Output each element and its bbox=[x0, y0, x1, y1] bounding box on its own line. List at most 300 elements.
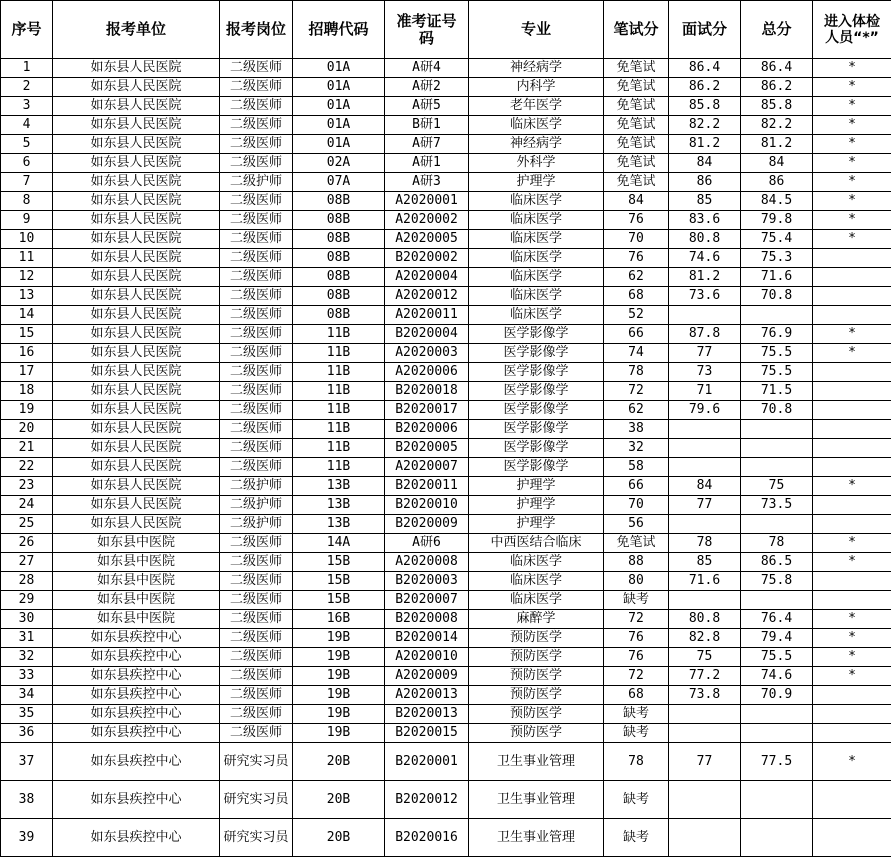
cell-index: 31 bbox=[1, 629, 53, 648]
cell-unit: 如东县人民医院 bbox=[53, 458, 220, 477]
cell-major: 医学影像学 bbox=[469, 325, 604, 344]
table-row bbox=[1, 268, 891, 287]
cell-written-score: 88 bbox=[604, 553, 669, 572]
cell-index: 6 bbox=[1, 154, 53, 173]
cell-total-score bbox=[741, 458, 813, 477]
table-row bbox=[1, 325, 891, 344]
cell-interview-score: 82.2 bbox=[669, 116, 741, 135]
cell-major: 医学影像学 bbox=[469, 439, 604, 458]
cell-recruit-code: 11B bbox=[293, 363, 385, 382]
cell-major: 护理学 bbox=[469, 173, 604, 192]
cell-index: 39 bbox=[1, 819, 53, 857]
cell-written-score: 76 bbox=[604, 211, 669, 230]
cell-written-score: 76 bbox=[604, 629, 669, 648]
table-row bbox=[1, 401, 891, 420]
cell-ticket-number: B2020002 bbox=[385, 249, 469, 268]
table-row bbox=[1, 496, 891, 515]
cell-written-score: 70 bbox=[604, 496, 669, 515]
cell-written-score: 缺考 bbox=[604, 591, 669, 610]
cell-written-score: 72 bbox=[604, 382, 669, 401]
cell-position: 二级医师 bbox=[220, 363, 293, 382]
table-row bbox=[1, 439, 891, 458]
header-position: 报考岗位 bbox=[220, 1, 293, 59]
cell-interview-score: 77 bbox=[669, 743, 741, 781]
cell-major: 临床医学 bbox=[469, 230, 604, 249]
cell-index: 21 bbox=[1, 439, 53, 458]
header-interview-score: 面试分 bbox=[669, 1, 741, 59]
cell-position: 二级医师 bbox=[220, 344, 293, 363]
cell-position: 二级护师 bbox=[220, 496, 293, 515]
cell-index: 3 bbox=[1, 97, 53, 116]
cell-index: 32 bbox=[1, 648, 53, 667]
cell-interview-score: 85.8 bbox=[669, 97, 741, 116]
header-major: 专业 bbox=[469, 1, 604, 59]
cell-total-score: 70.9 bbox=[741, 686, 813, 705]
cell-index: 22 bbox=[1, 458, 53, 477]
cell-major: 医学影像学 bbox=[469, 344, 604, 363]
cell-major: 临床医学 bbox=[469, 287, 604, 306]
cell-major: 预防医学 bbox=[469, 724, 604, 743]
header-recruit-code: 招聘代码 bbox=[293, 1, 385, 59]
cell-index: 28 bbox=[1, 572, 53, 591]
table-row bbox=[1, 819, 891, 857]
cell-major: 护理学 bbox=[469, 496, 604, 515]
table-row bbox=[1, 192, 891, 211]
cell-physical-exam: * bbox=[813, 173, 891, 192]
cell-major: 临床医学 bbox=[469, 591, 604, 610]
cell-interview-score: 80.8 bbox=[669, 230, 741, 249]
cell-unit: 如东县中医院 bbox=[53, 553, 220, 572]
cell-ticket-number: B2020006 bbox=[385, 420, 469, 439]
cell-total-score: 75.3 bbox=[741, 249, 813, 268]
cell-major: 护理学 bbox=[469, 515, 604, 534]
cell-recruit-code: 02A bbox=[293, 154, 385, 173]
cell-major: 中西医结合临床 bbox=[469, 534, 604, 553]
cell-physical-exam bbox=[813, 496, 891, 515]
cell-ticket-number: A2020010 bbox=[385, 648, 469, 667]
cell-physical-exam bbox=[813, 781, 891, 819]
cell-position: 二级医师 bbox=[220, 211, 293, 230]
cell-interview-score: 81.2 bbox=[669, 135, 741, 154]
cell-total-score bbox=[741, 306, 813, 325]
cell-total-score bbox=[741, 439, 813, 458]
cell-ticket-number: B2020010 bbox=[385, 496, 469, 515]
cell-interview-score bbox=[669, 781, 741, 819]
cell-recruit-code: 20B bbox=[293, 781, 385, 819]
cell-written-score: 缺考 bbox=[604, 781, 669, 819]
cell-position: 二级医师 bbox=[220, 116, 293, 135]
table-row bbox=[1, 173, 891, 192]
cell-position: 二级医师 bbox=[220, 306, 293, 325]
cell-index: 18 bbox=[1, 382, 53, 401]
cell-index: 33 bbox=[1, 667, 53, 686]
cell-major: 卫生事业管理 bbox=[469, 819, 604, 857]
cell-position: 二级医师 bbox=[220, 420, 293, 439]
table-row bbox=[1, 610, 891, 629]
cell-physical-exam bbox=[813, 572, 891, 591]
cell-index: 25 bbox=[1, 515, 53, 534]
cell-index: 2 bbox=[1, 78, 53, 97]
table-row bbox=[1, 591, 891, 610]
cell-unit: 如东县人民医院 bbox=[53, 363, 220, 382]
cell-index: 29 bbox=[1, 591, 53, 610]
cell-position: 二级医师 bbox=[220, 439, 293, 458]
cell-recruit-code: 08B bbox=[293, 230, 385, 249]
cell-ticket-number: A研5 bbox=[385, 97, 469, 116]
table-row bbox=[1, 458, 891, 477]
cell-unit: 如东县疾控中心 bbox=[53, 819, 220, 857]
cell-index: 30 bbox=[1, 610, 53, 629]
cell-total-score: 84.5 bbox=[741, 192, 813, 211]
cell-ticket-number: B2020018 bbox=[385, 382, 469, 401]
cell-ticket-number: A研4 bbox=[385, 59, 469, 78]
cell-interview-score: 85 bbox=[669, 553, 741, 572]
cell-written-score: 56 bbox=[604, 515, 669, 534]
cell-written-score: 78 bbox=[604, 743, 669, 781]
cell-unit: 如东县人民医院 bbox=[53, 230, 220, 249]
cell-written-score: 52 bbox=[604, 306, 669, 325]
cell-position: 二级医师 bbox=[220, 724, 293, 743]
cell-ticket-number: B2020014 bbox=[385, 629, 469, 648]
cell-interview-score: 83.6 bbox=[669, 211, 741, 230]
cell-interview-score: 81.2 bbox=[669, 268, 741, 287]
cell-total-score: 75 bbox=[741, 477, 813, 496]
cell-total-score: 78 bbox=[741, 534, 813, 553]
cell-physical-exam bbox=[813, 306, 891, 325]
cell-ticket-number: B2020001 bbox=[385, 743, 469, 781]
cell-total-score: 86.2 bbox=[741, 78, 813, 97]
cell-written-score: 38 bbox=[604, 420, 669, 439]
cell-recruit-code: 19B bbox=[293, 648, 385, 667]
cell-written-score: 免笔试 bbox=[604, 59, 669, 78]
cell-written-score: 72 bbox=[604, 610, 669, 629]
cell-total-score: 75.8 bbox=[741, 572, 813, 591]
cell-position: 二级医师 bbox=[220, 135, 293, 154]
cell-interview-score bbox=[669, 819, 741, 857]
cell-unit: 如东县人民医院 bbox=[53, 477, 220, 496]
cell-written-score: 58 bbox=[604, 458, 669, 477]
cell-major: 预防医学 bbox=[469, 648, 604, 667]
cell-written-score: 免笔试 bbox=[604, 78, 669, 97]
cell-written-score: 68 bbox=[604, 287, 669, 306]
cell-total-score: 75.4 bbox=[741, 230, 813, 249]
cell-ticket-number: A2020011 bbox=[385, 306, 469, 325]
cell-unit: 如东县中医院 bbox=[53, 534, 220, 553]
cell-physical-exam: * bbox=[813, 59, 891, 78]
cell-position: 研究实习员 bbox=[220, 781, 293, 819]
cell-physical-exam: * bbox=[813, 667, 891, 686]
cell-index: 1 bbox=[1, 59, 53, 78]
cell-unit: 如东县人民医院 bbox=[53, 192, 220, 211]
cell-major: 护理学 bbox=[469, 477, 604, 496]
cell-index: 13 bbox=[1, 287, 53, 306]
cell-physical-exam: * bbox=[813, 629, 891, 648]
cell-interview-score: 77 bbox=[669, 344, 741, 363]
cell-position: 二级医师 bbox=[220, 192, 293, 211]
cell-total-score: 79.8 bbox=[741, 211, 813, 230]
table-row bbox=[1, 705, 891, 724]
cell-written-score: 66 bbox=[604, 325, 669, 344]
cell-recruit-code: 01A bbox=[293, 116, 385, 135]
cell-major: 临床医学 bbox=[469, 268, 604, 287]
cell-interview-score: 71 bbox=[669, 382, 741, 401]
cell-major: 老年医学 bbox=[469, 97, 604, 116]
cell-physical-exam bbox=[813, 401, 891, 420]
cell-recruit-code: 11B bbox=[293, 458, 385, 477]
cell-physical-exam: * bbox=[813, 97, 891, 116]
cell-interview-score: 73.6 bbox=[669, 287, 741, 306]
cell-recruit-code: 11B bbox=[293, 420, 385, 439]
cell-ticket-number: B2020003 bbox=[385, 572, 469, 591]
header-row bbox=[1, 1, 891, 59]
table-row bbox=[1, 648, 891, 667]
cell-position: 二级医师 bbox=[220, 382, 293, 401]
cell-interview-score: 84 bbox=[669, 477, 741, 496]
cell-major: 神经病学 bbox=[469, 59, 604, 78]
cell-ticket-number: B研1 bbox=[385, 116, 469, 135]
cell-index: 14 bbox=[1, 306, 53, 325]
cell-interview-score bbox=[669, 420, 741, 439]
cell-physical-exam: * bbox=[813, 230, 891, 249]
header-ticket-number: 准考证号码 bbox=[385, 1, 469, 59]
cell-index: 8 bbox=[1, 192, 53, 211]
cell-position: 二级医师 bbox=[220, 667, 293, 686]
cell-recruit-code: 07A bbox=[293, 173, 385, 192]
cell-physical-exam: * bbox=[813, 743, 891, 781]
cell-ticket-number: A2020002 bbox=[385, 211, 469, 230]
cell-major: 临床医学 bbox=[469, 249, 604, 268]
cell-written-score: 免笔试 bbox=[604, 135, 669, 154]
table-row bbox=[1, 572, 891, 591]
cell-physical-exam: * bbox=[813, 192, 891, 211]
cell-index: 12 bbox=[1, 268, 53, 287]
cell-major: 临床医学 bbox=[469, 116, 604, 135]
cell-ticket-number: A2020009 bbox=[385, 667, 469, 686]
cell-total-score: 75.5 bbox=[741, 648, 813, 667]
cell-ticket-number: A2020006 bbox=[385, 363, 469, 382]
cell-ticket-number: A研3 bbox=[385, 173, 469, 192]
cell-recruit-code: 08B bbox=[293, 268, 385, 287]
cell-interview-score: 75 bbox=[669, 648, 741, 667]
cell-total-score: 71.6 bbox=[741, 268, 813, 287]
cell-physical-exam bbox=[813, 420, 891, 439]
cell-index: 27 bbox=[1, 553, 53, 572]
cell-major: 医学影像学 bbox=[469, 458, 604, 477]
header-unit: 报考单位 bbox=[53, 1, 220, 59]
cell-physical-exam: * bbox=[813, 648, 891, 667]
cell-physical-exam bbox=[813, 705, 891, 724]
cell-ticket-number: A2020003 bbox=[385, 344, 469, 363]
cell-position: 研究实习员 bbox=[220, 819, 293, 857]
cell-unit: 如东县人民医院 bbox=[53, 287, 220, 306]
cell-ticket-number: B2020017 bbox=[385, 401, 469, 420]
cell-physical-exam bbox=[813, 686, 891, 705]
table-row bbox=[1, 59, 891, 78]
cell-ticket-number: A2020005 bbox=[385, 230, 469, 249]
cell-ticket-number: A2020008 bbox=[385, 553, 469, 572]
cell-unit: 如东县疾控中心 bbox=[53, 686, 220, 705]
cell-total-score: 71.5 bbox=[741, 382, 813, 401]
cell-recruit-code: 13B bbox=[293, 515, 385, 534]
cell-index: 24 bbox=[1, 496, 53, 515]
cell-ticket-number: A2020001 bbox=[385, 192, 469, 211]
cell-recruit-code: 19B bbox=[293, 629, 385, 648]
cell-written-score: 缺考 bbox=[604, 819, 669, 857]
cell-total-score: 86.4 bbox=[741, 59, 813, 78]
cell-unit: 如东县疾控中心 bbox=[53, 743, 220, 781]
cell-recruit-code: 01A bbox=[293, 78, 385, 97]
cell-written-score: 72 bbox=[604, 667, 669, 686]
cell-written-score: 缺考 bbox=[604, 705, 669, 724]
cell-total-score: 82.2 bbox=[741, 116, 813, 135]
cell-interview-score: 80.8 bbox=[669, 610, 741, 629]
cell-ticket-number: A2020007 bbox=[385, 458, 469, 477]
cell-index: 7 bbox=[1, 173, 53, 192]
cell-written-score: 70 bbox=[604, 230, 669, 249]
cell-interview-score: 74.6 bbox=[669, 249, 741, 268]
cell-position: 二级医师 bbox=[220, 458, 293, 477]
cell-position: 二级医师 bbox=[220, 325, 293, 344]
cell-written-score: 74 bbox=[604, 344, 669, 363]
cell-ticket-number: B2020012 bbox=[385, 781, 469, 819]
cell-ticket-number: A研7 bbox=[385, 135, 469, 154]
cell-major: 临床医学 bbox=[469, 211, 604, 230]
cell-position: 二级医师 bbox=[220, 591, 293, 610]
cell-position: 二级护师 bbox=[220, 173, 293, 192]
table-row bbox=[1, 743, 891, 781]
cell-unit: 如东县人民医院 bbox=[53, 135, 220, 154]
table-row bbox=[1, 344, 891, 363]
cell-index: 35 bbox=[1, 705, 53, 724]
cell-recruit-code: 20B bbox=[293, 819, 385, 857]
cell-interview-score bbox=[669, 591, 741, 610]
cell-position: 二级医师 bbox=[220, 59, 293, 78]
cell-unit: 如东县中医院 bbox=[53, 572, 220, 591]
table-row bbox=[1, 553, 891, 572]
cell-ticket-number: A2020013 bbox=[385, 686, 469, 705]
cell-total-score: 79.4 bbox=[741, 629, 813, 648]
cell-position: 二级医师 bbox=[220, 287, 293, 306]
cell-recruit-code: 13B bbox=[293, 477, 385, 496]
cell-ticket-number: B2020004 bbox=[385, 325, 469, 344]
cell-position: 二级护师 bbox=[220, 477, 293, 496]
cell-major: 医学影像学 bbox=[469, 401, 604, 420]
cell-index: 15 bbox=[1, 325, 53, 344]
cell-recruit-code: 08B bbox=[293, 306, 385, 325]
cell-major: 医学影像学 bbox=[469, 382, 604, 401]
table-row bbox=[1, 306, 891, 325]
cell-written-score: 缺考 bbox=[604, 724, 669, 743]
cell-interview-score: 86.4 bbox=[669, 59, 741, 78]
cell-index: 20 bbox=[1, 420, 53, 439]
cell-interview-score: 79.6 bbox=[669, 401, 741, 420]
cell-major: 临床医学 bbox=[469, 572, 604, 591]
cell-position: 二级医师 bbox=[220, 553, 293, 572]
cell-written-score: 免笔试 bbox=[604, 154, 669, 173]
cell-written-score: 免笔试 bbox=[604, 173, 669, 192]
cell-recruit-code: 15B bbox=[293, 591, 385, 610]
table-row bbox=[1, 363, 891, 382]
cell-major: 医学影像学 bbox=[469, 420, 604, 439]
cell-recruit-code: 11B bbox=[293, 401, 385, 420]
cell-interview-score bbox=[669, 458, 741, 477]
cell-recruit-code: 20B bbox=[293, 743, 385, 781]
cell-major: 预防医学 bbox=[469, 667, 604, 686]
cell-major: 外科学 bbox=[469, 154, 604, 173]
cell-recruit-code: 19B bbox=[293, 705, 385, 724]
cell-physical-exam bbox=[813, 819, 891, 857]
table-row bbox=[1, 477, 891, 496]
cell-interview-score: 73 bbox=[669, 363, 741, 382]
header-physical-exam: 进入体检人员“*” bbox=[813, 1, 891, 59]
cell-unit: 如东县疾控中心 bbox=[53, 648, 220, 667]
cell-recruit-code: 16B bbox=[293, 610, 385, 629]
cell-written-score: 68 bbox=[604, 686, 669, 705]
cell-unit: 如东县疾控中心 bbox=[53, 724, 220, 743]
table-row bbox=[1, 211, 891, 230]
cell-physical-exam: * bbox=[813, 211, 891, 230]
cell-major: 内科学 bbox=[469, 78, 604, 97]
cell-position: 二级医师 bbox=[220, 610, 293, 629]
cell-interview-score: 82.8 bbox=[669, 629, 741, 648]
cell-unit: 如东县疾控中心 bbox=[53, 667, 220, 686]
cell-ticket-number: A2020012 bbox=[385, 287, 469, 306]
cell-ticket-number: B2020013 bbox=[385, 705, 469, 724]
cell-physical-exam: * bbox=[813, 116, 891, 135]
cell-interview-score: 86 bbox=[669, 173, 741, 192]
cell-unit: 如东县人民医院 bbox=[53, 401, 220, 420]
cell-major: 神经病学 bbox=[469, 135, 604, 154]
cell-unit: 如东县人民医院 bbox=[53, 154, 220, 173]
cell-index: 38 bbox=[1, 781, 53, 819]
cell-written-score: 免笔试 bbox=[604, 116, 669, 135]
cell-ticket-number: B2020008 bbox=[385, 610, 469, 629]
cell-interview-score: 84 bbox=[669, 154, 741, 173]
cell-ticket-number: B2020007 bbox=[385, 591, 469, 610]
cell-total-score: 74.6 bbox=[741, 667, 813, 686]
cell-unit: 如东县人民医院 bbox=[53, 173, 220, 192]
table-row bbox=[1, 287, 891, 306]
cell-recruit-code: 01A bbox=[293, 135, 385, 154]
cell-unit: 如东县中医院 bbox=[53, 591, 220, 610]
table-row bbox=[1, 154, 891, 173]
cell-total-score: 86.5 bbox=[741, 553, 813, 572]
header-written-score: 笔试分 bbox=[604, 1, 669, 59]
cell-ticket-number: B2020011 bbox=[385, 477, 469, 496]
cell-written-score: 80 bbox=[604, 572, 669, 591]
cell-interview-score bbox=[669, 515, 741, 534]
cell-total-score: 70.8 bbox=[741, 401, 813, 420]
cell-position: 二级医师 bbox=[220, 97, 293, 116]
cell-major: 麻醉学 bbox=[469, 610, 604, 629]
cell-total-score bbox=[741, 515, 813, 534]
cell-unit: 如东县人民医院 bbox=[53, 515, 220, 534]
table-row bbox=[1, 249, 891, 268]
cell-position: 二级医师 bbox=[220, 686, 293, 705]
cell-physical-exam: * bbox=[813, 534, 891, 553]
cell-major: 卫生事业管理 bbox=[469, 781, 604, 819]
cell-written-score: 62 bbox=[604, 268, 669, 287]
cell-recruit-code: 14A bbox=[293, 534, 385, 553]
cell-interview-score bbox=[669, 724, 741, 743]
cell-total-score bbox=[741, 591, 813, 610]
cell-position: 研究实习员 bbox=[220, 743, 293, 781]
cell-position: 二级医师 bbox=[220, 534, 293, 553]
table-row bbox=[1, 724, 891, 743]
cell-interview-score: 71.6 bbox=[669, 572, 741, 591]
cell-index: 11 bbox=[1, 249, 53, 268]
cell-position: 二级医师 bbox=[220, 401, 293, 420]
